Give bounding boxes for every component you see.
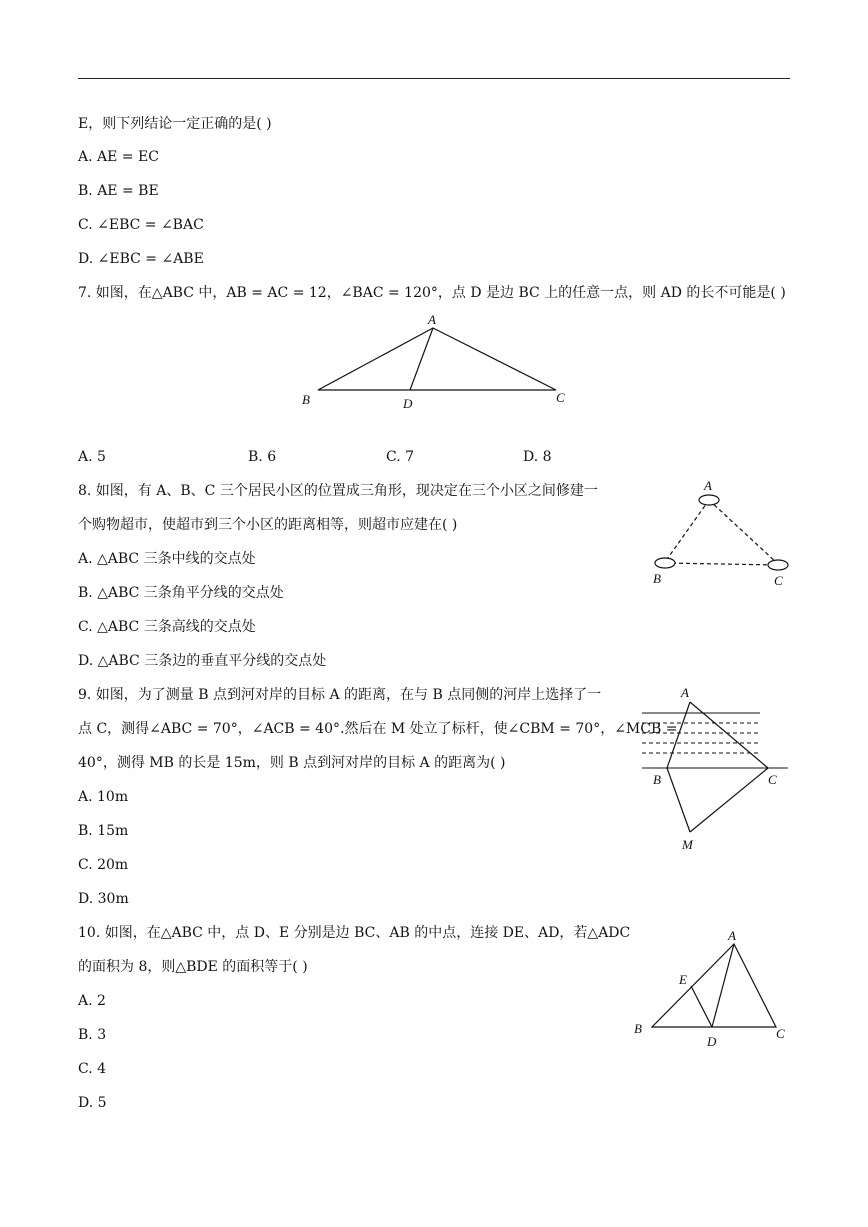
q10-segment-ad	[712, 944, 734, 1027]
q9-stem-line2: 点 C，测得∠ABC = 70°，∠ACB = 40°.然后在 M 处立了标杆，使∠CBM = 70°，∠MCB =	[78, 721, 678, 737]
q8-stem-line2: 个购物超市，使超市到三个小区的距离相等，则超市应建在( )	[78, 517, 458, 533]
q8-stem-line1: 8. 如图，有 A、B、C 三个居民小区的位置成三角形，现决定在三个小区之间修建一	[78, 483, 598, 499]
q6-option-b: B. AE = BE	[78, 183, 159, 199]
q10-label-a: A	[728, 928, 736, 943]
q9-label-m: M	[682, 837, 693, 852]
q10-label-e: E	[679, 972, 687, 987]
q6-option-c: C. ∠EBC = ∠BAC	[78, 217, 204, 233]
q9-label-a: A	[681, 685, 689, 700]
q7-option-a: A. 5	[78, 449, 106, 465]
q7-option-d: D. 8	[523, 449, 552, 465]
q10-option-a: A. 2	[78, 993, 106, 1009]
q10-label-c: C	[776, 1026, 785, 1041]
q6-option-a: A. AE = EC	[78, 149, 159, 165]
q10-stem-line1: 10. 如图，在△ABC 中，点 D、E 分别是边 BC、AB 的中点，连接 DE、AD，若△ADC	[78, 925, 631, 941]
q7-label-a: A	[428, 312, 436, 327]
q7-stem: 7. 如图，在△ABC 中，AB = AC = 12，∠BAC = 120°，点 D 是边 BC 上的任意一点，则 AD 的长不可能是( )	[78, 285, 786, 301]
q9-label-b: B	[653, 772, 661, 787]
q7-label-c: C	[556, 390, 565, 405]
q9-stem-line3: 40°，测得 MB 的长是 15m，则 B 点到河对岸的目标 A 的距离为( )	[78, 755, 506, 771]
q10-label-b: B	[634, 1021, 642, 1036]
q8-option-b: B. △ABC 三条角平分线的交点处	[78, 585, 284, 601]
q6-stem-continuation: E，则下列结论一定正确的是( )	[78, 116, 272, 132]
q8-option-c: C. △ABC 三条高线的交点处	[78, 619, 256, 635]
q8-option-d: D. △ABC 三条边的垂直平分线的交点处	[78, 653, 327, 669]
q10-triangle-abc	[652, 944, 776, 1027]
q7-label-d: D	[403, 396, 413, 411]
q10-option-d: D. 5	[78, 1095, 107, 1111]
q10-segment-de	[691, 986, 712, 1027]
q8-label-c: C	[774, 573, 783, 588]
q10-option-b: B. 3	[78, 1027, 107, 1043]
q9-stem-line1: 9. 如图，为了测量 B 点到河对岸的目标 A 的距离，在与 B 点同侧的河岸上选择了一	[78, 687, 602, 703]
q10-label-d: D	[707, 1034, 717, 1049]
q8-label-b: B	[653, 571, 661, 586]
q6-option-d: D. ∠EBC = ∠ABE	[78, 251, 204, 267]
q7-option-b: B. 6	[248, 449, 277, 465]
q9-option-d: D. 30m	[78, 891, 129, 907]
q7-label-b: B	[302, 392, 310, 407]
q7-option-c: C. 7	[386, 449, 415, 465]
q8-option-a: A. △ABC 三条中线的交点处	[78, 551, 256, 567]
q8-label-a: A	[704, 478, 712, 493]
q9-option-c: C. 20m	[78, 857, 129, 873]
q9-option-b: B. 15m	[78, 823, 129, 839]
q10-stem-line2: 的面积为 8，则△BDE 的面积等于( )	[78, 959, 308, 975]
q9-option-a: A. 10m	[78, 789, 129, 805]
q9-label-c: C	[768, 772, 777, 787]
q10-option-c: C. 4	[78, 1061, 107, 1077]
